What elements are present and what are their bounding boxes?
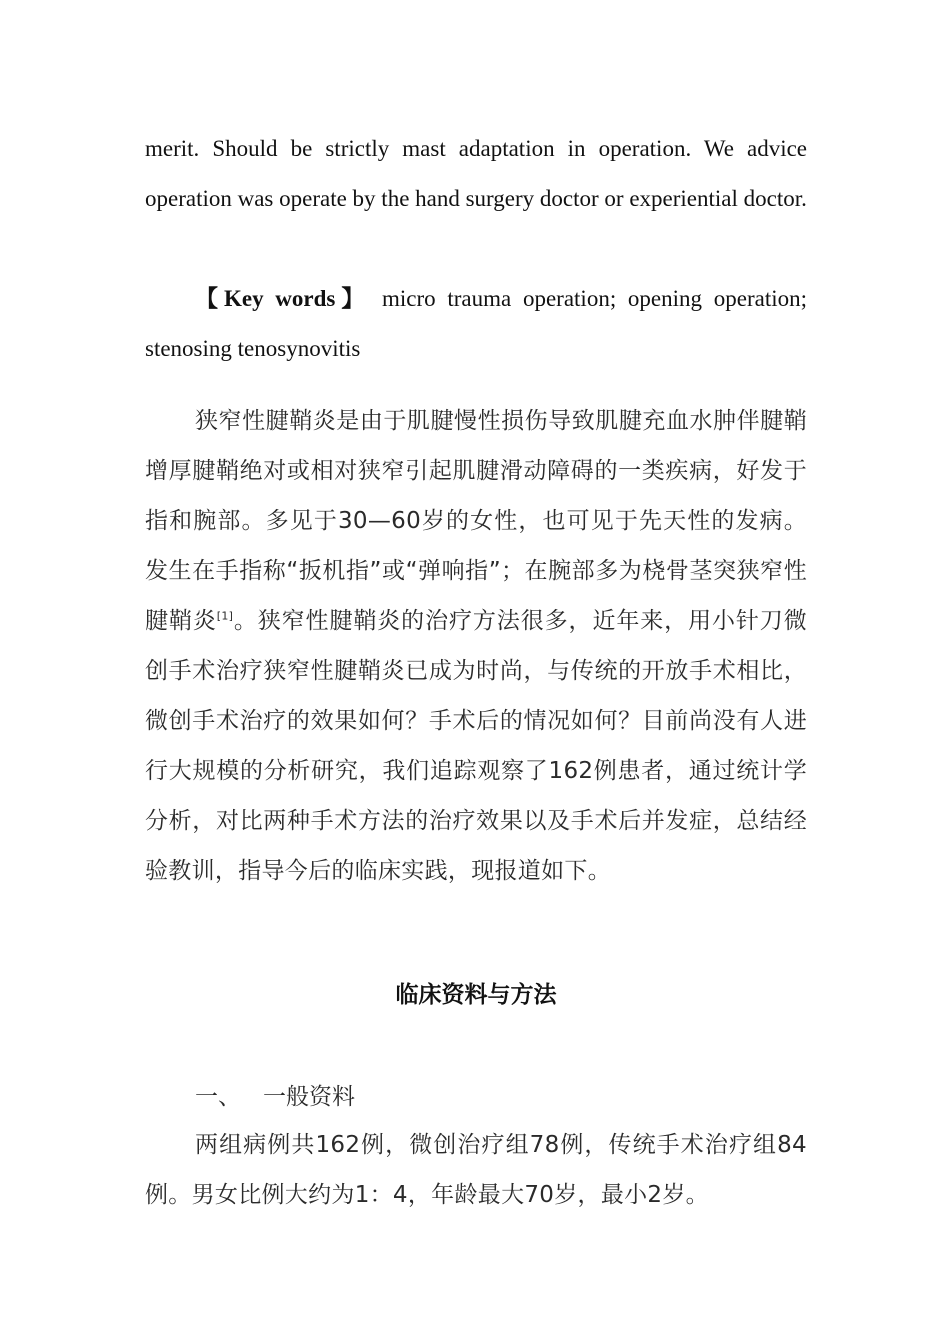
- subsection-heading: [195, 1072, 355, 1122]
- subsection-title: 一般资料: [263, 1084, 355, 1110]
- citation-reference: [1]: [216, 609, 234, 623]
- intro-text-before-citation: 狭窄性腱鞘炎是由于肌腱慢性损伤导致肌腱充血水肿伴腱鞘增厚腱鞘绝对或相对狭窄引起肌腱滑动障碍的一类疾病，好发于指和腕部。多见于30—60岁的女性，也可见于先天性的发病。发生在手指称“扳机指”或“弹响指”；在腕部多为桡骨茎突狭窄性腱鞘炎: [145, 408, 807, 634]
- keywords-text: micro trauma operation; opening operation; stenosing tenosynovitis: [145, 286, 807, 361]
- general-data-paragraph: 两组病例共162例，微创治疗组78例，传统手术治疗组84例。男女比例大约为1：4，年龄最大70岁，最小2岁。: [145, 1132, 807, 1208]
- section-title: 临床资料与方法: [395, 982, 557, 1008]
- intro-paragraph: [145, 396, 807, 896]
- intro-text-after-citation: 。狭窄性腱鞘炎的治疗方法很多，近年来，用小针刀微创手术治疗狭窄性腱鞘炎已成为时尚，与传统的开放手术相比，微创手术治疗的效果如何？手术后的情况如何？目前尚没有人进行大规模的分析研究，我们追踪观察了162例患者，通过统计学分析，对比两种手术方法的治疗效果以及手术后并发症，总结经验教训，指导今后的临床实践，现报道如下。: [145, 608, 808, 884]
- subsection-number: 一、: [195, 1084, 241, 1110]
- keywords-paragraph: [145, 274, 807, 374]
- abstract-tail-paragraph: merit. Should be strictly mast adaptation in operation. We advice operation was operate by the hand surgery doctor or experiential doctor.: [145, 136, 807, 211]
- keywords-label: 【Key words】: [195, 286, 371, 311]
